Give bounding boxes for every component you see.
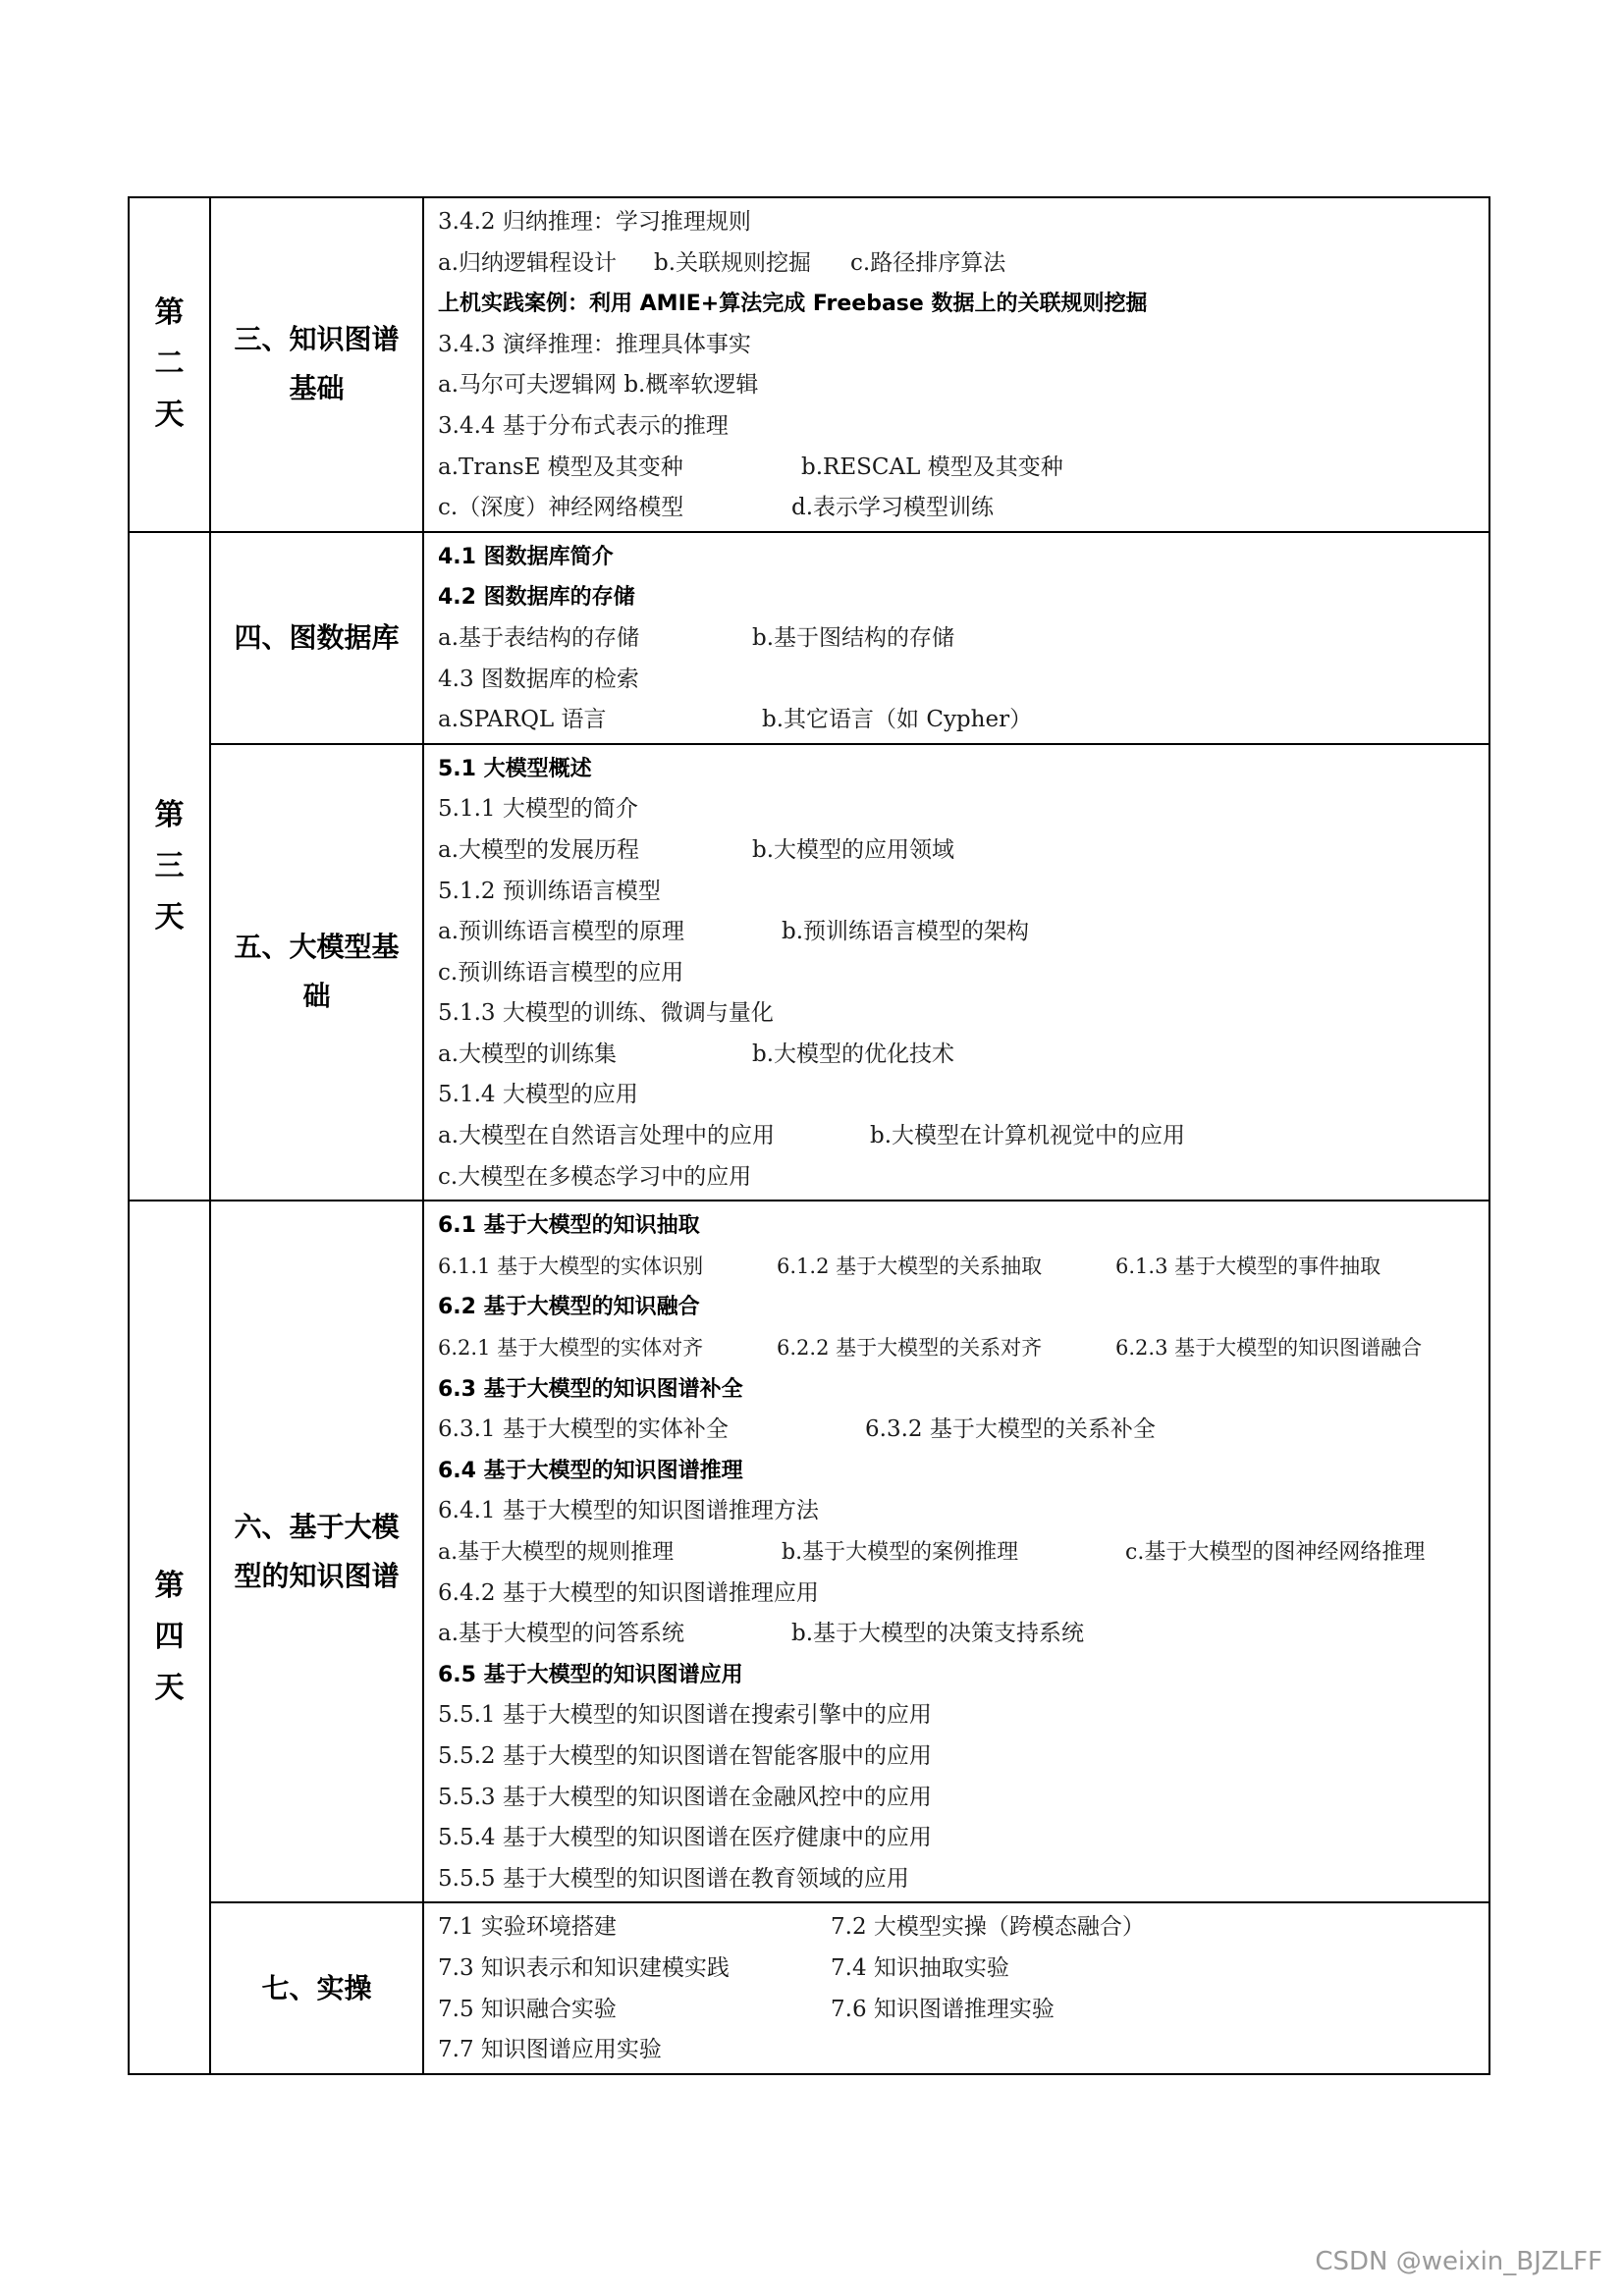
- content-line: 5.1.1 大模型的简介: [438, 796, 638, 823]
- section-content: [423, 1201, 1489, 1902]
- content-heading: 6.3 基于大模型的知识图谱补全: [438, 1376, 743, 1402]
- content-heading: 上机实践案例：利用 AMIE+算法完成 Freebase 数据上的关联规则挖掘: [438, 292, 1148, 317]
- content-line: 5.5.1 基于大模型的知识图谱在搜索引擎中的应用: [438, 1702, 932, 1729]
- content-line: 7.5 知识融合实验 7.6 知识图谱推理实验: [438, 1996, 1055, 2022]
- content-line: 5.1.4 大模型的应用: [438, 1082, 638, 1108]
- table-row: [129, 532, 1489, 744]
- content-line: 5.5.5 基于大模型的知识图谱在教育领域的应用: [438, 1865, 909, 1892]
- content-line: 7.7 知识图谱应用实验: [438, 2037, 662, 2063]
- content-line: 4.3 图数据库的检索: [438, 666, 639, 692]
- content-heading: 6.5 基于大模型的知识图谱应用: [438, 1662, 743, 1687]
- content-heading: 5.1 大模型概述: [438, 756, 592, 781]
- csdn-watermark: CSDN @weixin_BJZLFF: [1315, 2247, 1602, 2276]
- content-heading: 4.2 图数据库的存储: [438, 585, 635, 611]
- section-title: 六、基于大模型的知识图谱: [210, 1201, 423, 1902]
- content-line: 5.5.4 基于大模型的知识图谱在医疗健康中的应用: [438, 1825, 932, 1851]
- day-cell-2: 第 二 天: [129, 197, 210, 532]
- content-line: a.大模型的发展历程 b.大模型的应用领域: [438, 836, 955, 863]
- day-cell-4: 第 四 天: [129, 1201, 210, 2073]
- content-line: 6.3.1 基于大模型的实体补全 6.3.2 基于大模型的关系补全: [438, 1416, 1156, 1443]
- content-line: c.（深度）神经网络模型 d.表示学习模型训练: [438, 495, 995, 521]
- content-line: 3.4.4 基于分布式表示的推理: [438, 412, 729, 439]
- content-line: c.大模型在多模态学习中的应用: [438, 1163, 752, 1190]
- section-title: 三、知识图谱基础: [210, 197, 423, 532]
- content-line: a.基于大模型的问答系统 b.基于大模型的决策支持系统: [438, 1621, 1085, 1647]
- content-line: 5.1.3 大模型的训练、微调与量化: [438, 1000, 774, 1027]
- content-line: 6.4.1 基于大模型的知识图谱推理方法: [438, 1498, 819, 1524]
- content-line: c.预训练语言模型的应用: [438, 959, 684, 986]
- content-heading: 4.1 图数据库简介: [438, 544, 614, 569]
- section-content: [423, 532, 1489, 744]
- table-row: [129, 1902, 1489, 2073]
- content-line: 3.4.3 演绎推理：推理具体事实: [438, 331, 751, 357]
- content-line: a.大模型的训练集 b.大模型的优化技术: [438, 1041, 955, 1067]
- content-line: 6.2.1 基于大模型的实体对齐 6.2.2 基于大模型的关系对齐 6.2.3 基于大模型的知识图谱融合: [438, 1336, 1423, 1361]
- content-heading: 6.1 基于大模型的知识抽取: [438, 1213, 700, 1239]
- content-heading: 6.2 基于大模型的知识融合: [438, 1295, 700, 1320]
- content-line: a.大模型在自然语言处理中的应用 b.大模型在计算机视觉中的应用: [438, 1123, 1186, 1149]
- content-line: 3.4.2 归纳推理：学习推理规则: [438, 209, 751, 235]
- content-heading: 6.4 基于大模型的知识图谱推理: [438, 1458, 743, 1483]
- content-line: 7.1 实验环境搭建 7.2 大模型实操（跨模态融合）: [438, 1914, 1145, 1941]
- syllabus-table: [128, 196, 1490, 2075]
- content-line: 5.5.3 基于大模型的知识图谱在金融风控中的应用: [438, 1784, 932, 1810]
- section-title: 四、图数据库: [210, 532, 423, 744]
- content-line: a.TransE 模型及其变种 b.RESCAL 模型及其变种: [438, 454, 1063, 480]
- section-title: 七、实操: [210, 1902, 423, 2073]
- content-line: 6.1.1 基于大模型的实体识别 6.1.2 基于大模型的关系抽取 6.1.3 基于大模型的事件抽取: [438, 1254, 1381, 1278]
- table-row: [129, 197, 1489, 532]
- content-line: a.SPARQL 语言 b.其它语言（如 Cypher）: [438, 707, 1033, 733]
- day-cell-3: 第 三 天: [129, 532, 210, 1201]
- content-line: a.预训练语言模型的原理 b.预训练语言模型的架构: [438, 919, 1030, 945]
- content-line: a.基于大模型的规则推理 b.基于大模型的案例推理 c.基于大模型的图神经网络推理: [438, 1540, 1426, 1565]
- section-content: [423, 1902, 1489, 2073]
- section-content: [423, 197, 1489, 532]
- content-line: 6.4.2 基于大模型的知识图谱推理应用: [438, 1579, 819, 1606]
- content-line: a.基于表结构的存储 b.基于图结构的存储: [438, 624, 955, 651]
- table-row: [129, 744, 1489, 1201]
- section-content: [423, 744, 1489, 1201]
- content-line: 7.3 知识表示和知识建模实践 7.4 知识抽取实验: [438, 1954, 1009, 1981]
- content-line: a.归纳逻辑程设计 b.关联规则挖掘 c.路径排序算法: [438, 249, 1006, 276]
- table-row: [129, 1201, 1489, 1902]
- content-line: a.马尔可夫逻辑网 b.概率软逻辑: [438, 372, 759, 399]
- content-line: 5.5.2 基于大模型的知识图谱在智能客服中的应用: [438, 1742, 932, 1769]
- content-line: 5.1.2 预训练语言模型: [438, 878, 661, 904]
- section-title: 五、大模型基础: [210, 744, 423, 1201]
